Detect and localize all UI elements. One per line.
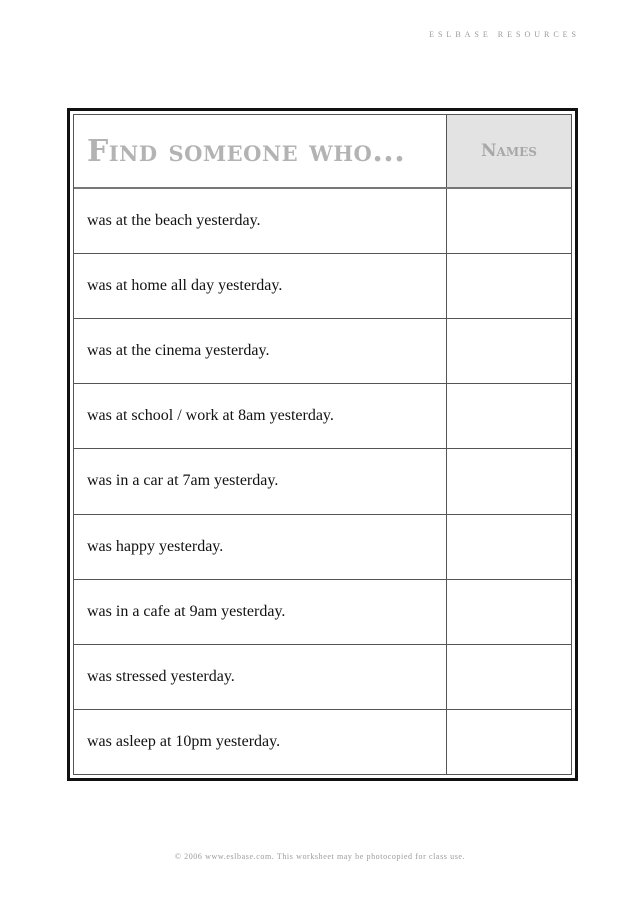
prompt-text: was happy yesterday. — [87, 537, 224, 555]
prompt-text: was in a cafe at 9am yesterday. — [87, 602, 286, 620]
prompt-cell — [74, 710, 447, 774]
prompt-text: was asleep at 10pm yesterday. — [87, 732, 281, 750]
table-row — [74, 710, 571, 774]
prompt-cell — [74, 384, 447, 448]
table-row — [74, 515, 571, 580]
prompt-cell — [74, 319, 447, 383]
table-row — [74, 645, 571, 710]
table-row — [74, 319, 571, 384]
prompt-cell — [74, 580, 447, 644]
prompt-text: was in a car at 7am yesterday. — [87, 472, 279, 490]
table-row — [74, 189, 571, 254]
name-entry-cell[interactable] — [447, 254, 571, 318]
names-header-cell — [447, 115, 571, 187]
publisher-header: ESLBASE RESOURCES — [429, 30, 580, 39]
name-entry-cell[interactable] — [447, 319, 571, 383]
table-row — [74, 580, 571, 645]
prompt-cell — [74, 449, 447, 513]
name-entry-cell[interactable] — [447, 515, 571, 579]
prompt-text: was at school / work at 8am yesterday. — [87, 407, 334, 425]
prompt-text: was stressed yesterday. — [87, 667, 235, 685]
prompt-text: was at the beach yesterday. — [87, 212, 261, 230]
table-header-row — [74, 115, 571, 189]
title-cell — [74, 115, 447, 187]
prompt-text: was at home all day yesterday. — [87, 277, 283, 295]
table-row — [74, 449, 571, 514]
prompt-cell — [74, 254, 447, 318]
table-title: Find someone who... — [87, 133, 406, 169]
name-entry-cell[interactable] — [447, 189, 571, 253]
table-row — [74, 384, 571, 449]
prompt-text: was at the cinema yesterday. — [87, 342, 270, 360]
prompt-cell — [74, 645, 447, 709]
worksheet-table — [67, 108, 578, 781]
names-header: Names — [481, 141, 537, 161]
prompt-cell — [74, 515, 447, 579]
name-entry-cell[interactable] — [447, 710, 571, 774]
worksheet-table-inner — [73, 114, 572, 775]
name-entry-cell[interactable] — [447, 645, 571, 709]
name-entry-cell[interactable] — [447, 449, 571, 513]
name-entry-cell[interactable] — [447, 580, 571, 644]
name-entry-cell[interactable] — [447, 384, 571, 448]
copyright-footer: © 2006 www.eslbase.com. This worksheet may be photocopied for class use. — [174, 852, 466, 861]
prompt-cell — [74, 189, 447, 253]
table-row — [74, 254, 571, 319]
